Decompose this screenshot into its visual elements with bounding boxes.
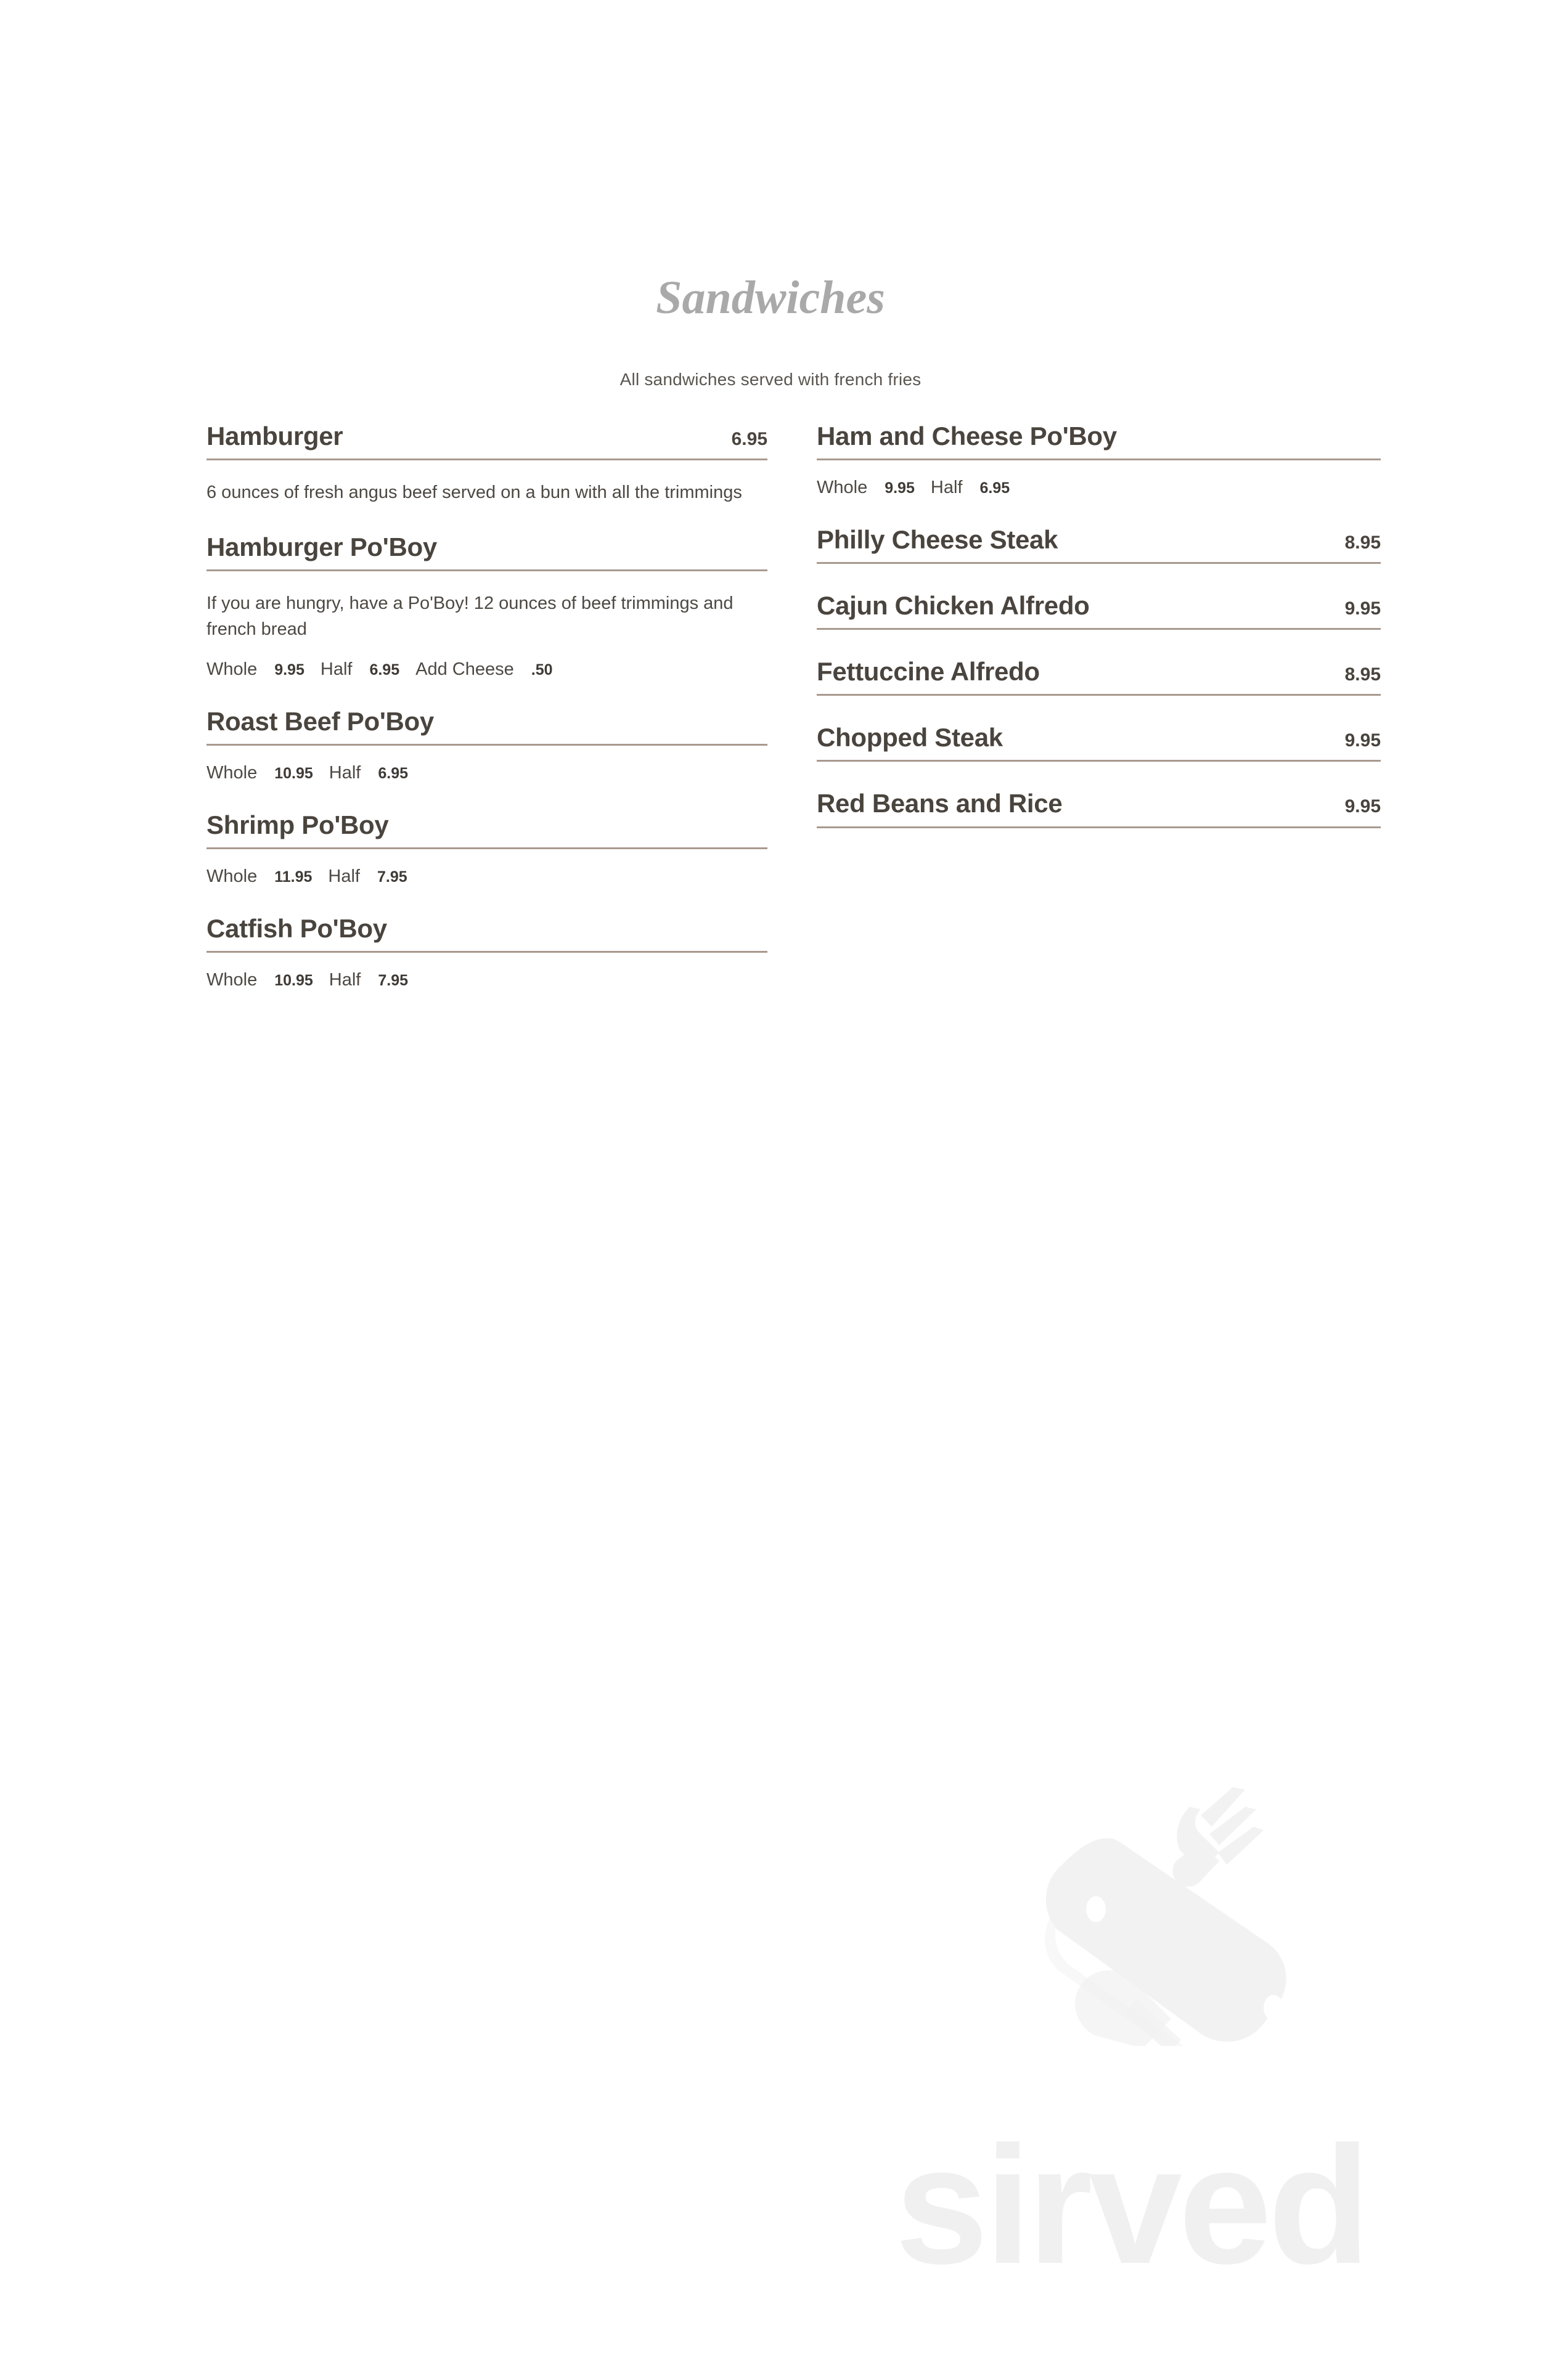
menu-item-description: If you are hungry, have a Po'Boy! 12 ounces of beef trimmings and french bread [206, 593, 734, 639]
menu-item-variant [817, 478, 931, 498]
menu-item[interactable] [206, 708, 767, 783]
menu-item-description: 6 ounces of fresh angus beef served on a bun with all the trimmings [206, 483, 742, 503]
menu-item[interactable] [817, 423, 1381, 498]
variant-price: 6.95 [369, 661, 400, 679]
menu-item-variant [321, 659, 415, 680]
menu-item-variant [206, 763, 329, 783]
variant-label: Half [329, 969, 361, 990]
variant-label: Half [320, 659, 353, 679]
menu-item-header [206, 708, 767, 746]
menu-item-price: 8.95 [1344, 664, 1381, 685]
variant-price: 9.95 [885, 479, 915, 497]
menu-item-name: Shrimp Po'Boy [206, 810, 389, 839]
menu-item-variant [415, 659, 568, 680]
variant-label: Add Cheese [415, 659, 514, 679]
menu-item-price: 9.95 [1344, 730, 1381, 751]
menu-item-variant [329, 763, 424, 783]
menu-item-name: Cajun Chicken Alfredo [817, 591, 1090, 621]
fork-and-knife-icon [1016, 1750, 1410, 2046]
menu-item-name: Ham and Cheese Po'Boy [817, 422, 1117, 450]
menu-item-header [817, 658, 1381, 696]
menu-item-name: Roast Beef Po'Boy [206, 706, 434, 736]
menu-item-variants [206, 970, 767, 990]
menu-item-name: Philly Cheese Steak [817, 525, 1058, 555]
menu-item[interactable] [206, 915, 767, 990]
menu-item-name: Fettuccine Alfredo [817, 657, 1040, 687]
variant-label: Half [930, 478, 963, 498]
menu-item[interactable] [817, 592, 1381, 630]
variant-label: Whole [817, 478, 868, 498]
menu-item-variants [817, 478, 1381, 498]
menu-item-price: 6.95 [731, 429, 767, 449]
menu-item[interactable] [206, 423, 767, 505]
variant-label: Half [329, 762, 361, 783]
menu-item-name: Catfish Po'Boy [206, 913, 387, 943]
menu-item-variant [329, 970, 424, 990]
menu-item-variant [206, 970, 329, 990]
menu-item-header [817, 423, 1381, 460]
menu-item-price: 9.95 [1344, 796, 1381, 817]
menu-item[interactable] [817, 724, 1381, 762]
menu-item[interactable] [206, 534, 767, 679]
menu-column-left [206, 423, 767, 990]
variant-price: 11.95 [274, 868, 313, 886]
variant-price: 7.95 [378, 971, 409, 989]
menu-item-variant [328, 866, 423, 887]
variant-label: Whole [206, 866, 258, 886]
menu-item-name: Red Beans and Rice [817, 789, 1063, 818]
variant-price: 10.95 [274, 971, 313, 989]
menu-item[interactable] [206, 812, 767, 887]
menu-item-header [206, 812, 767, 849]
variant-price: 10.95 [274, 764, 313, 782]
menu-item-variant [931, 478, 1026, 498]
menu-item-price: 8.95 [1344, 532, 1381, 553]
menu-item-name: Hamburger Po'Boy [206, 532, 437, 562]
variant-price: 7.95 [377, 868, 407, 886]
variant-label: Half [328, 866, 360, 886]
menu-item-variants [206, 763, 767, 783]
menu-item-header [206, 915, 767, 953]
menu-item-header [206, 423, 767, 460]
menu-item-header [817, 592, 1381, 630]
menu-item-header [817, 526, 1381, 564]
page-subtitle: All sandwiches served with french fries [619, 370, 922, 389]
variant-label: Whole [206, 762, 258, 783]
menu-item-header [817, 790, 1381, 828]
menu-item-variant [206, 659, 321, 680]
menu-item-name: Hamburger [206, 422, 343, 450]
menu-item[interactable] [817, 790, 1381, 828]
menu-item-variant [206, 866, 328, 887]
variant-label: Whole [206, 969, 258, 990]
variant-price: .50 [531, 661, 553, 679]
sirved-wordmark: sirved [895, 2111, 1367, 2299]
menu-item-variants [206, 866, 767, 887]
menu-column-right [817, 423, 1381, 828]
variant-price: 9.95 [274, 661, 305, 679]
menu-item-price: 9.95 [1344, 598, 1381, 619]
menu-item-header [206, 534, 767, 571]
variant-price: 6.95 [979, 479, 1010, 497]
variant-label: Whole [206, 659, 258, 679]
menu-item[interactable] [817, 526, 1381, 564]
menu-item-name: Chopped Steak [817, 723, 1003, 752]
variant-price: 6.95 [378, 764, 409, 782]
menu-item[interactable] [817, 658, 1381, 696]
menu-item-variants [206, 659, 767, 680]
page-title: Sandwiches [656, 272, 885, 324]
menu-item-header [817, 724, 1381, 762]
